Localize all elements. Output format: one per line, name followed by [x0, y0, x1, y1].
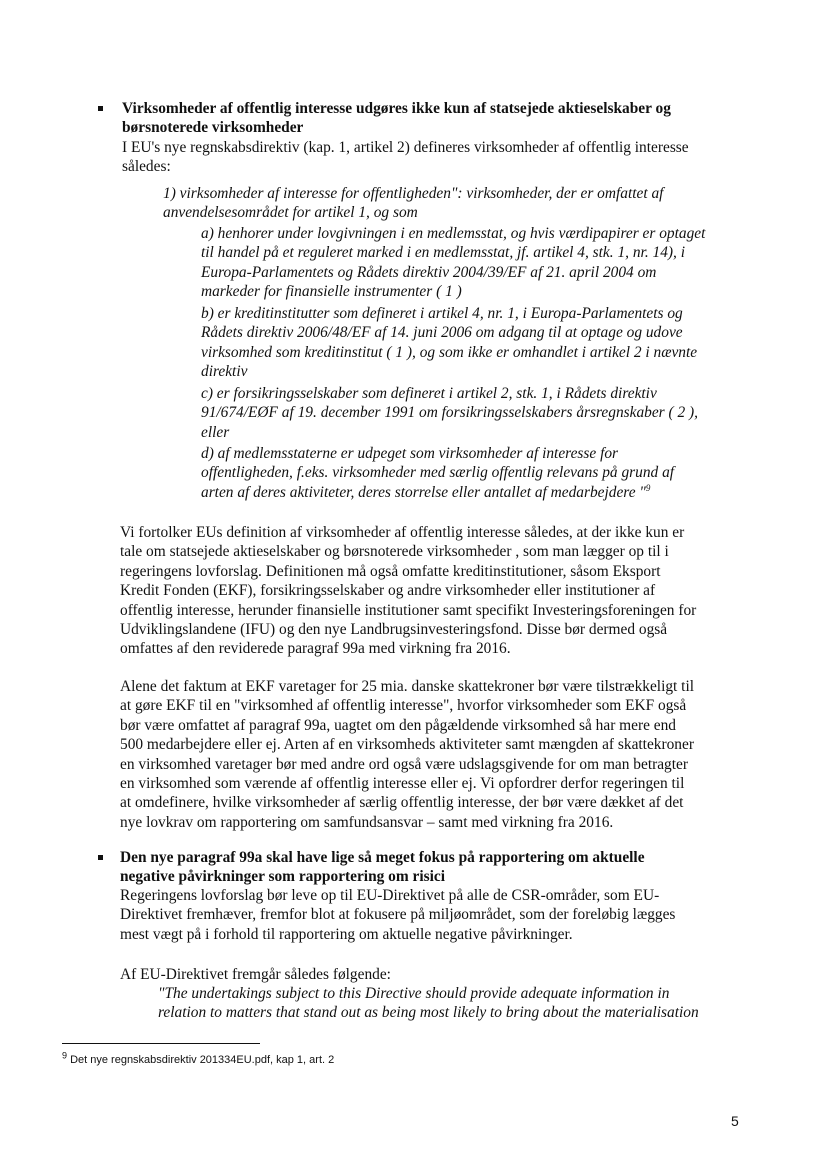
bullet-marker [98, 855, 103, 860]
quote-item-c [201, 384, 756, 442]
heading-line: negative påvirkninger som rapportering om risici [120, 868, 446, 886]
text-line: Udviklingslandene (IFU) og den nye Landbrugsinvesteringsfond. Disse bør dermed også [120, 621, 668, 639]
text-line: omfattes af den reviderede paragraf 99a med virkning fra 2016. [120, 640, 511, 658]
text-line: mest vægt på i forhold til rapportering om aktuelle negative påvirkninger. [120, 925, 573, 943]
quote-directive [158, 984, 758, 1023]
text-line: offentligheden, f.eks. virksomheder med særlig offentlig relevans på grund af [201, 464, 675, 482]
text-line: direktiv [201, 363, 248, 381]
quote-item-b [201, 304, 756, 382]
section-heading [122, 99, 752, 138]
bullet-marker [98, 106, 103, 111]
body-paragraph [120, 677, 750, 832]
lead-line [120, 965, 750, 984]
text-line: b) er kreditinstitutter som defineret i artikel 4, nr. 1, i Europa-Parlamentets og [201, 305, 683, 322]
text-line: at gøre EKF til en "virksomhed af offentlig interesse", hvorfor virksomheder som EKF også [120, 697, 687, 715]
quote-item-a [201, 224, 756, 302]
text-line: Kredit Fonden (EKF), forsikringsselskaber og andre virksomheder eller institutioner af [120, 582, 656, 600]
text-line: a) henhorer under lovgivningen i en medlemsstat, og hvis værdipapirer er optaget [201, 225, 706, 242]
text-span: arten af deres aktiviteter, deres storrelse eller antallet af medarbejdere " [201, 483, 646, 501]
heading-line: Virksomheder af offentlig interesse udgøres ikke kun af statsejede aktieselskaber og [122, 100, 671, 117]
text-line: således: [122, 158, 171, 176]
text-line: relation to matters that stand out as being most likely to bring about the materialisation [158, 1004, 699, 1022]
footnote-number: 9 [62, 1050, 68, 1061]
text-line: til handel på et reguleret marked i en medlemsstat, jf. artikel 4, stk. 1, nr. 14), i [201, 244, 686, 262]
quote-main [163, 184, 753, 223]
text-line: tale om statsejede aktieselskaber og børsnoterede virksomheder , som man lægger op til i [120, 543, 669, 561]
text-line: Direktivet fremhæver, fremfor blot at fokusere på miljøområdet, som der foreløbig lægges [120, 906, 676, 924]
text-line: 1) virksomheder af interesse for offentligheden": virksomheder, der er omfattet af [163, 185, 664, 202]
text-line: Af EU-Direktivet fremgår således følgende: [120, 966, 391, 983]
text-line: "The undertakings subject to this Directive should provide adequate information in [158, 985, 670, 1002]
footnote-separator [62, 1043, 260, 1044]
body-paragraph [120, 523, 750, 659]
text-line [201, 483, 756, 502]
text-line: Europa-Parlamentets og Rådets direktiv 2004/39/EF af 21. april 2004 om [201, 263, 657, 281]
text-line: bør være omfattet af paragraf 99a, uagtet om den pågældende virksomhed så har mere end [120, 716, 676, 734]
text-line: en virksomhed varetager bør med andre ord også være udslagsgivende for om man betragter [120, 755, 688, 773]
text-line: at omdefinere, hvilke virksomheder af særlig offentlig interesse, der bør være dækket af det [120, 794, 684, 812]
text-line: Rådets direktiv 2006/48/EF af 14. juni 2006 om adgang til at optage og udove [201, 324, 683, 342]
page-number: 5 [731, 1113, 739, 1129]
text-line: offentlig interesse, herunder finansielle institutioner samt specifikt Investeringsforeningen for [120, 601, 697, 619]
text-line: virksomhed som kreditinstitut ( 1 ), og som ikke er omhandlet i artikel 2 i nævnte [201, 343, 698, 361]
text-line: 500 medarbejdere eller ej. Arten af en virksomheds aktiviteter samt mængden af skattekroner [120, 736, 694, 754]
text-line: eller [201, 423, 230, 441]
text-line: d) af medlemsstaterne er udpeget som virksomheder af interesse for [201, 445, 619, 462]
text-line: c) er forsikringsselskaber som defineret i artikel 2, stk. 1, i Rådets direktiv [201, 385, 657, 402]
text-line: en virksomhed som værende af offentlig interesse eller ej. Vi opfordrer derfor regeringen til [120, 775, 685, 793]
quote-item-d [201, 444, 756, 502]
text-line: Regeringens lovforslag bør leve op til EU-Direktivet på alle de CSR-områder, som EU- [120, 887, 660, 904]
text-line: Vi fortolker EUs definition af virksomheder af offentlig interesse således, at der ikke kun er [120, 524, 685, 541]
intro-paragraph [120, 886, 750, 944]
footnote-reference[interactable]: 9 [645, 482, 651, 493]
text-line: markeder for finansielle instrumenter ( 1 ) [201, 283, 462, 301]
text-line: 91/674/EØF af 19. december 1991 om forsikringsselskabers årsregnskaber ( 2 ), [201, 404, 699, 422]
text-line: Alene det faktum at EKF varetager for 25 mia. danske skattekroner bør være tilstrækkeligt til [120, 678, 694, 695]
intro-paragraph [122, 138, 752, 177]
heading-line: børsnoterede virksomheder [122, 119, 304, 137]
text-line: I EU's nye regnskabsdirektiv (kap. 1, artikel 2) defineres virksomheder af offentlig interesse [122, 139, 689, 156]
footnote-text: Det nye regnskabsdirektiv 201334EU.pdf, kap 1, art. 2 [70, 1054, 335, 1066]
text-line: anvendelsesområdet for artikel 1, og som [163, 204, 418, 222]
text-line: nye lovkrav om rapportering om samfundsansvar – samt med virkning fra 2016. [120, 813, 614, 831]
text-line: regeringens lovforslag. Definitionen må også omfatte kreditinstitutioner, såsom Eksport [120, 562, 661, 580]
section-heading [120, 848, 750, 887]
footnote [62, 1050, 335, 1067]
heading-line: Den nye paragraf 99a skal have lige så meget fokus på rapportering om aktuelle [120, 849, 645, 866]
